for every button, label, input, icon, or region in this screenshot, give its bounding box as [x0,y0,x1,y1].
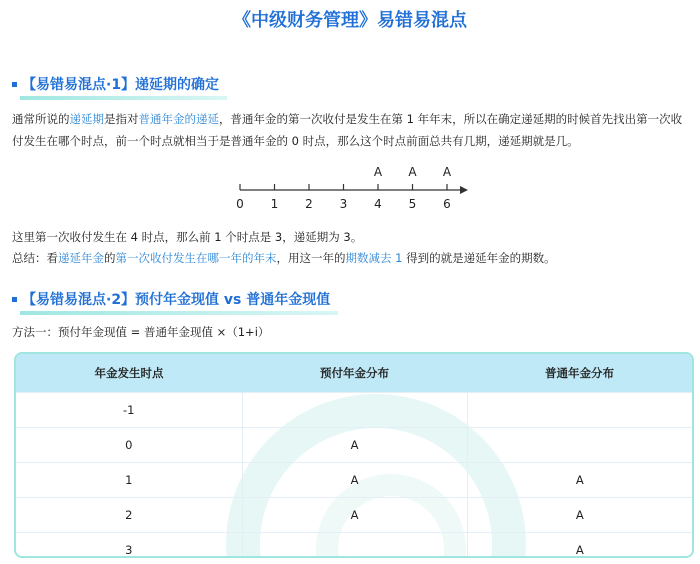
section-2-title [20,289,332,309]
highlight-term: 递延期 [69,112,104,126]
table-cell: 2 [16,498,242,533]
timeline-tick-label: 2 [305,197,313,211]
section-1-title-text: 【易错易混点·1】递延期的确定 [22,77,220,93]
section-2-header [12,287,332,311]
header-ordinary-annuity: 普通年金分布 [467,354,692,393]
table-cell: A [467,463,692,498]
text-segment: 通常所说的 [12,112,70,126]
table-cell [242,533,467,559]
table-row [16,428,692,463]
timeline-tick-label: 6 [443,197,451,211]
paragraph-deferral-definition [12,108,688,152]
table-header-row [16,354,692,393]
table-cell: A [242,498,467,533]
highlight-term: 期数减去 1 [345,251,403,265]
highlight-term: 递延年金 [58,251,104,265]
annuity-table [14,352,694,558]
text-segment: ，用这一年的 [276,251,346,265]
timeline-tick-label: 0 [236,197,244,211]
table-row [16,463,692,498]
table-cell: 0 [16,428,242,463]
table-cell [242,393,467,428]
table-cell: -1 [16,393,242,428]
section-1-title [20,74,221,94]
paragraph-example: 这里第一次收付发生在 4 时点，那么前 1 个时点是 3，递延期为 3。 [12,230,363,244]
highlight-term: 普通年金的递延 [138,112,219,126]
text-segment: 得到的就是递延年金的期数。 [402,251,556,265]
formula-method-one: 方法一：预付年金现值 = 普通年金现值 ×（1+i） [12,325,270,339]
header-annuity-due: 预付年金分布 [242,354,467,393]
paragraph-summary [12,247,688,269]
table-cell [467,393,692,428]
title-underline [20,96,227,100]
text-segment: 总结：看 [12,251,58,265]
timeline-diagram [230,160,480,220]
table-row [16,498,692,533]
table-cell: 1 [16,463,242,498]
timeline-tick-label: 1 [270,197,279,211]
timeline-tick-label: 5 [408,197,417,211]
title-underline [20,311,338,315]
table-cell [467,428,692,463]
section-2-title-text: 【易错易混点·2】预付年金现值 vs 普通年金现值 [22,292,331,308]
arrow-right-icon [460,186,468,194]
highlight-term: 第一次收付发生在哪一年的年末 [115,251,277,265]
section-bullet-icon [12,82,17,87]
timeline-payment-label: A [373,165,383,179]
table-row [16,393,692,428]
header-time-point: 年金发生时点 [16,354,242,393]
text-segment: ，普通年金的第一次收付是发生在第 1 年年末，所以在确定递延期的时候首先找出第一次收付发生在哪个时点，前一个时点就相当于是普通年金的 0 时点，那么这个时点前面总共有几期，递延期就是几。 [12,112,683,148]
text-segment: 是指对 [104,112,139,126]
table-row [16,533,692,559]
timeline-tick-label: 3 [339,197,348,211]
table-cell: A [242,463,467,498]
timeline-payment-label: A [408,165,417,179]
section-bullet-icon [12,297,17,302]
table-cell: 3 [16,533,242,559]
text-segment: 的 [104,251,116,265]
page-title: 《中级财务管理》易错易混点 [233,10,467,31]
table-cell: A [467,533,692,559]
table-cell: A [467,498,692,533]
section-1-header [12,72,221,96]
table-cell: A [242,428,467,463]
timeline-payment-label: A [442,165,452,179]
timeline-tick-label: 4 [374,197,382,211]
